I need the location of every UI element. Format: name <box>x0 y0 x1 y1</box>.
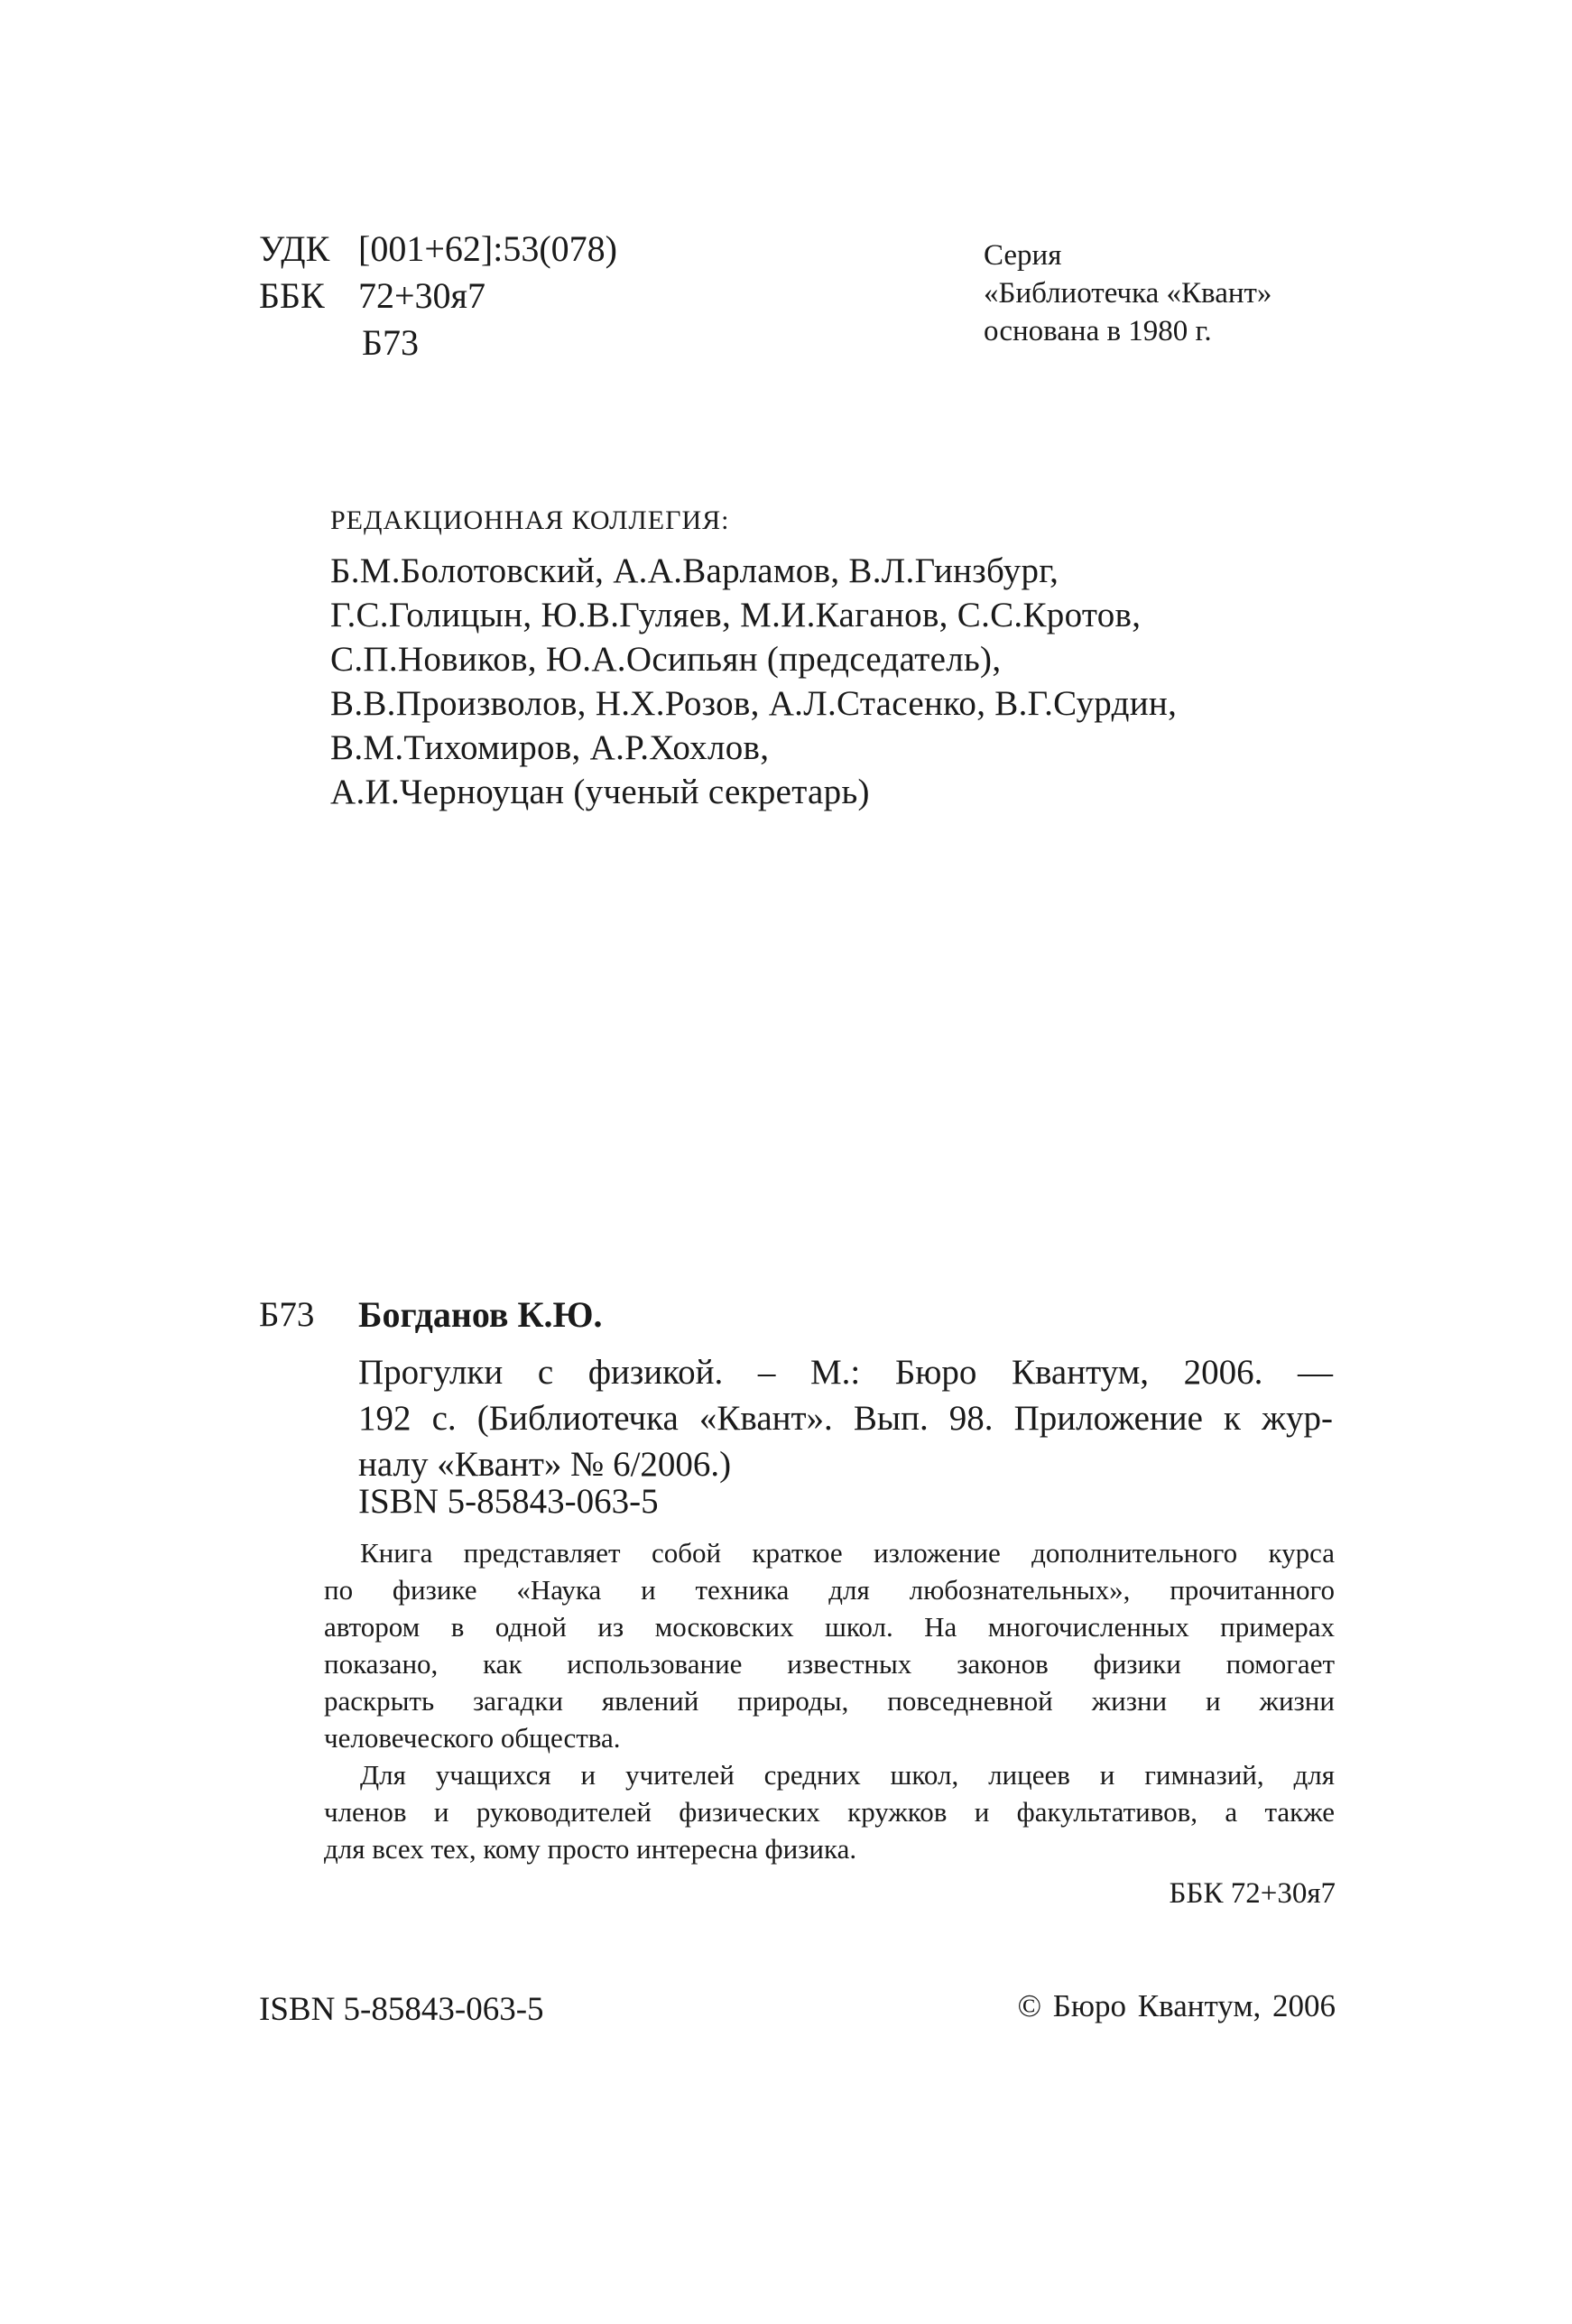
bbk-value: 72+30я7 <box>358 275 485 316</box>
annotation <box>324 1534 1335 1867</box>
catalog-description-line: 192 с. (Библиотечка «Квант». Вып. 98. Приложение к жур- <box>358 1399 1333 1438</box>
footer-copyright: © Бюро Квантум, 2006 <box>1017 1988 1336 2023</box>
annotation-line: членов и руководителей физических кружков и факультативов, а также <box>324 1796 1335 1828</box>
editorial-board-title: РЕДАКЦИОННАЯ КОЛЛЕГИЯ: <box>330 505 730 535</box>
annotation-line: показано, как использование известных законов физики помогает <box>324 1648 1335 1680</box>
annotation-line: человеческого общества. <box>324 1722 621 1754</box>
author-mark: Б73 <box>362 322 419 363</box>
annotation-line: для всех тех, кому просто интересна физика. <box>324 1833 857 1865</box>
editorial-board-line: А.И.Черноуцан (ученый секретарь) <box>330 773 870 811</box>
classification-block <box>259 226 617 366</box>
series-note <box>984 236 1271 350</box>
catalog-isbn: ISBN 5-85843-063-5 <box>358 1482 659 1521</box>
footer-isbn: ISBN 5-85843-063-5 <box>259 1991 544 2028</box>
editorial-board-line: Б.М.Болотовский, А.А.Варламов, В.Л.Гинзбург, <box>330 551 1059 590</box>
series-line-2: «Библиотечка «Квант» <box>984 277 1272 310</box>
annotation-line: Для учащихся и учителей средних школ, лицеев и гимназий, для <box>360 1759 1335 1791</box>
editorial-board <box>330 505 1368 814</box>
catalog-description <box>358 1349 1333 1487</box>
udk-row <box>259 226 617 273</box>
bbk-label: ББК <box>259 275 325 316</box>
annotation-line: Книга представляет собой краткое изложение дополнительного курса <box>360 1537 1335 1569</box>
bbk-row <box>259 273 617 319</box>
udk-label: УДК <box>259 228 330 269</box>
series-line-1: Серия <box>984 239 1062 272</box>
editorial-board-line: Г.С.Голицын, Ю.В.Гуляев, М.И.Каганов, С.С.Кротов, <box>330 596 1142 634</box>
footer-bbk: ББК 72+30я7 <box>1169 1877 1336 1910</box>
annotation-line: раскрыть загадки явлений природы, повседневной жизни и жизни <box>324 1685 1335 1717</box>
editorial-board-line: С.П.Новиков, Ю.А.Осипьян (председатель), <box>330 640 1002 679</box>
catalog-code: Б73 <box>259 1295 315 1334</box>
catalog-author: Богданов К.Ю. <box>358 1294 603 1335</box>
catalog-description-line: Прогулки с физикой. – М.: Бюро Квантум, 2006. — <box>358 1353 1333 1392</box>
annotation-line: автором в одной из московских школ. На многочисленных примерах <box>324 1611 1335 1643</box>
annotation-line: по физике «Наука и техника для любознательных», прочитанного <box>324 1574 1335 1606</box>
udk-value: [001+62]:53(078) <box>358 228 617 269</box>
series-line-3: основана в 1980 г. <box>984 315 1212 347</box>
catalog-description-line: налу «Квант» № 6/2006.) <box>358 1445 732 1484</box>
editorial-board-line: В.М.Тихомиров, А.Р.Хохлов, <box>330 728 770 767</box>
editorial-board-line: В.В.Произволов, Н.Х.Розов, А.Л.Стасенко, В.Г.Сурдин, <box>330 684 1178 723</box>
